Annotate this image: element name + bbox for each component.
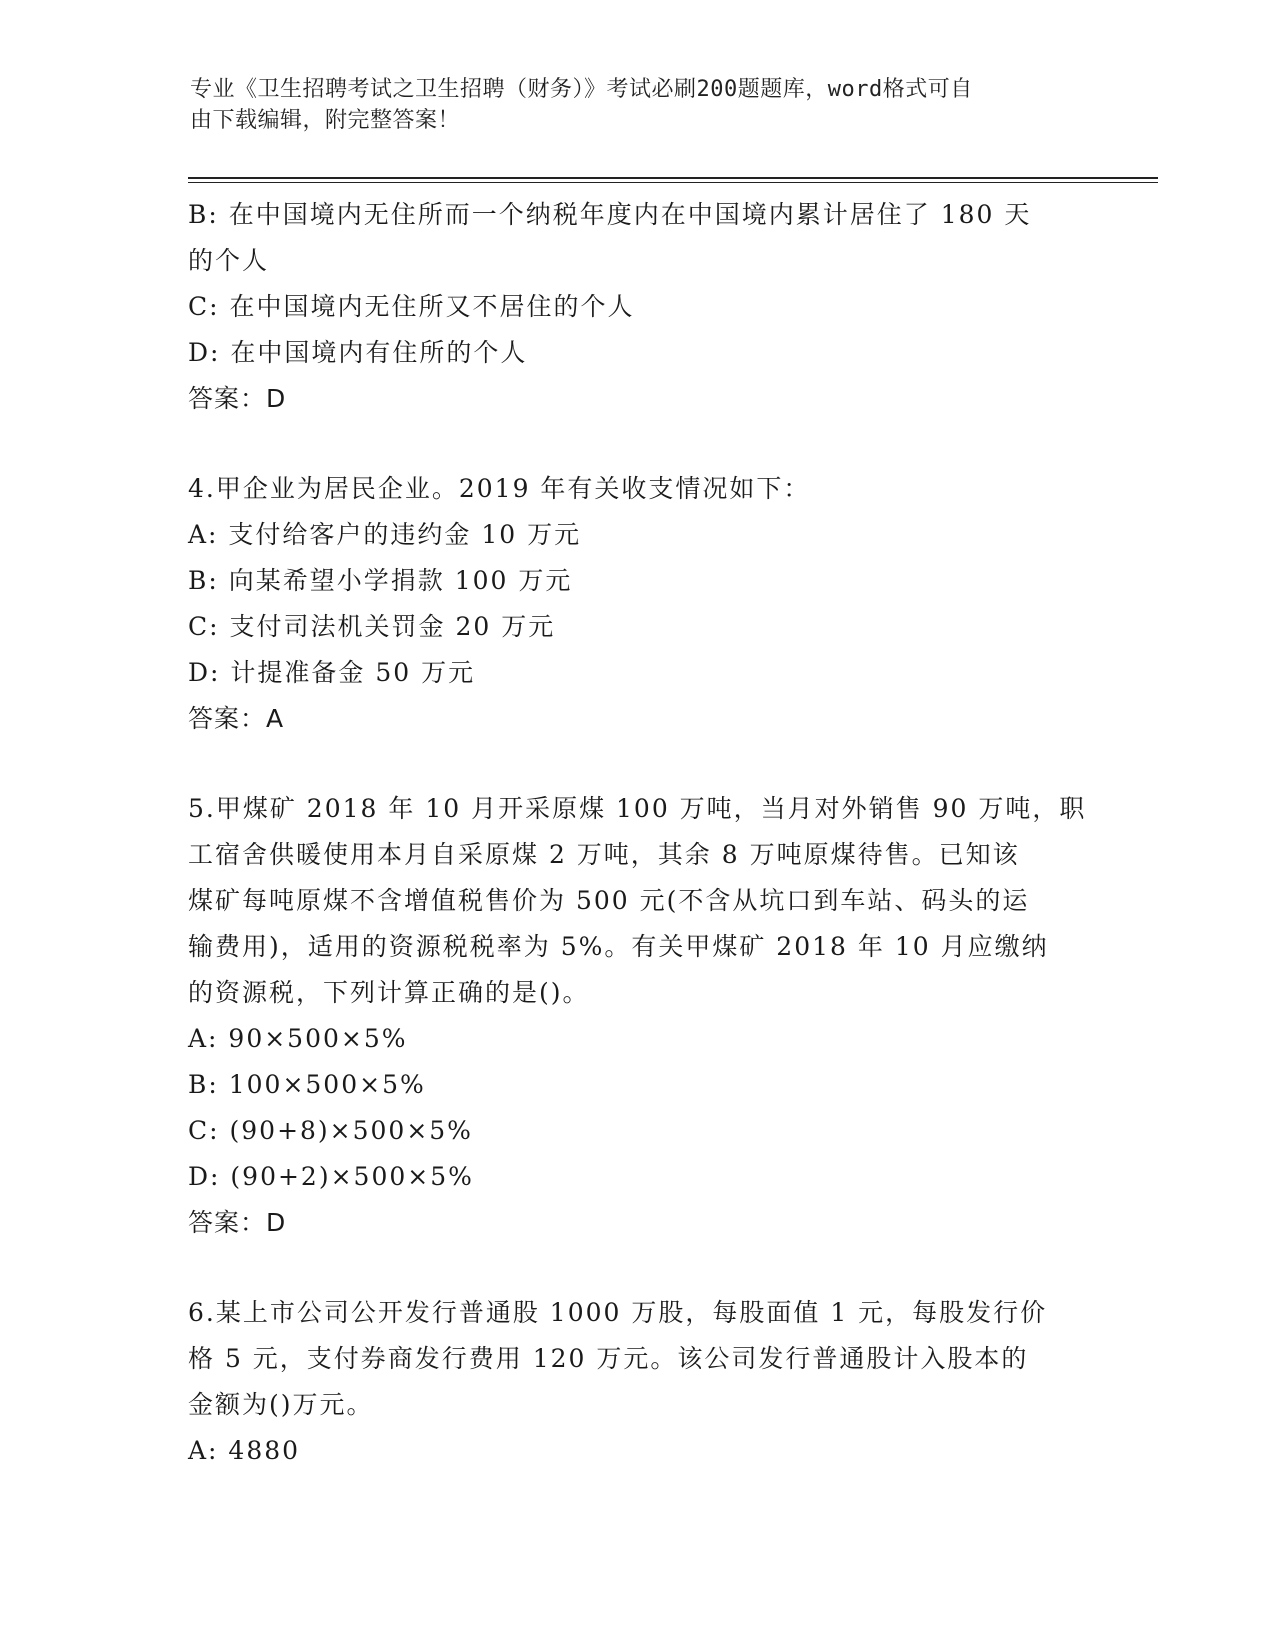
document-header: [190, 74, 1080, 136]
q5-stem-line-4: 输费用)，适用的资源税税率为 5%。有关甲煤矿 2018 年 10 月应缴纳: [188, 932, 1049, 961]
q5-option-b: B: 100×500×5%: [188, 1070, 426, 1099]
q5-option-a: A: 90×500×5%: [188, 1024, 408, 1053]
q5-stem-line-5: 的资源税，下列计算正确的是()。: [188, 978, 590, 1007]
header-line-1: 专业《卫生招聘考试之卫生招聘（财务）》考试必刷200题题库，word格式可自: [190, 77, 973, 102]
document-body: [188, 192, 1088, 1474]
question-4: [188, 466, 1088, 742]
q5-stem-line-1: 5.甲煤矿 2018 年 10 月开采原煤 100 万吨，当月对外销售 90 万吨，职: [188, 794, 1087, 823]
spacer: [188, 742, 1088, 786]
spacer: [188, 422, 1088, 466]
header-divider: [188, 177, 1158, 183]
q4-option-c: C: 支付司法机关罚金 20 万元: [188, 612, 556, 641]
q5-stem-line-3: 煤矿每吨原煤不含增值税售价为 500 元(不含从坑口到车站、码头的运: [188, 886, 1030, 915]
q4-option-b: B: 向某希望小学捐款 100 万元: [188, 566, 573, 595]
q3-option-b-line-2: 的个人: [188, 246, 270, 275]
question-5: [188, 786, 1088, 1246]
question-3-tail: [188, 192, 1088, 422]
q4-stem: 4.甲企业为居民企业。2019 年有关收支情况如下：: [188, 474, 811, 503]
question-6: [188, 1290, 1088, 1474]
q5-option-c: C: (90+8)×500×5%: [188, 1116, 473, 1145]
q6-stem-line-1: 6.某上市公司公开发行普通股 1000 万股，每股面值 1 元，每股发行价: [188, 1298, 1048, 1327]
header-line-2: 由下载编辑，附完整答案！: [190, 108, 461, 133]
q4-option-d: D: 计提准备金 50 万元: [188, 658, 476, 687]
spacer: [188, 1246, 1088, 1290]
q5-answer: 答案：D: [188, 1208, 287, 1237]
q5-option-d: D: (90+2)×500×5%: [188, 1162, 474, 1191]
q4-option-a: A: 支付给客户的违约金 10 万元: [188, 520, 582, 549]
q4-answer: 答案：A: [188, 704, 285, 733]
q6-option-a: A: 4880: [188, 1436, 301, 1465]
q6-stem-line-3: 金额为()万元。: [188, 1390, 374, 1419]
q3-option-c: C: 在中国境内无住所又不居住的个人: [188, 292, 635, 321]
q3-answer: 答案：D: [188, 384, 287, 413]
q3-option-b-line-1: B: 在中国境内无住所而一个纳税年度内在中国境内累计居住了 180 天: [188, 200, 1032, 229]
q3-option-d: D: 在中国境内有住所的个人: [188, 338, 528, 367]
q5-stem-line-2: 工宿舍供暖使用本月自采原煤 2 万吨，其余 8 万吨原煤待售。已知该: [188, 840, 1020, 869]
q6-stem-line-2: 格 5 元，支付券商发行费用 120 万元。该公司发行普通股计入股本的: [188, 1344, 1029, 1373]
